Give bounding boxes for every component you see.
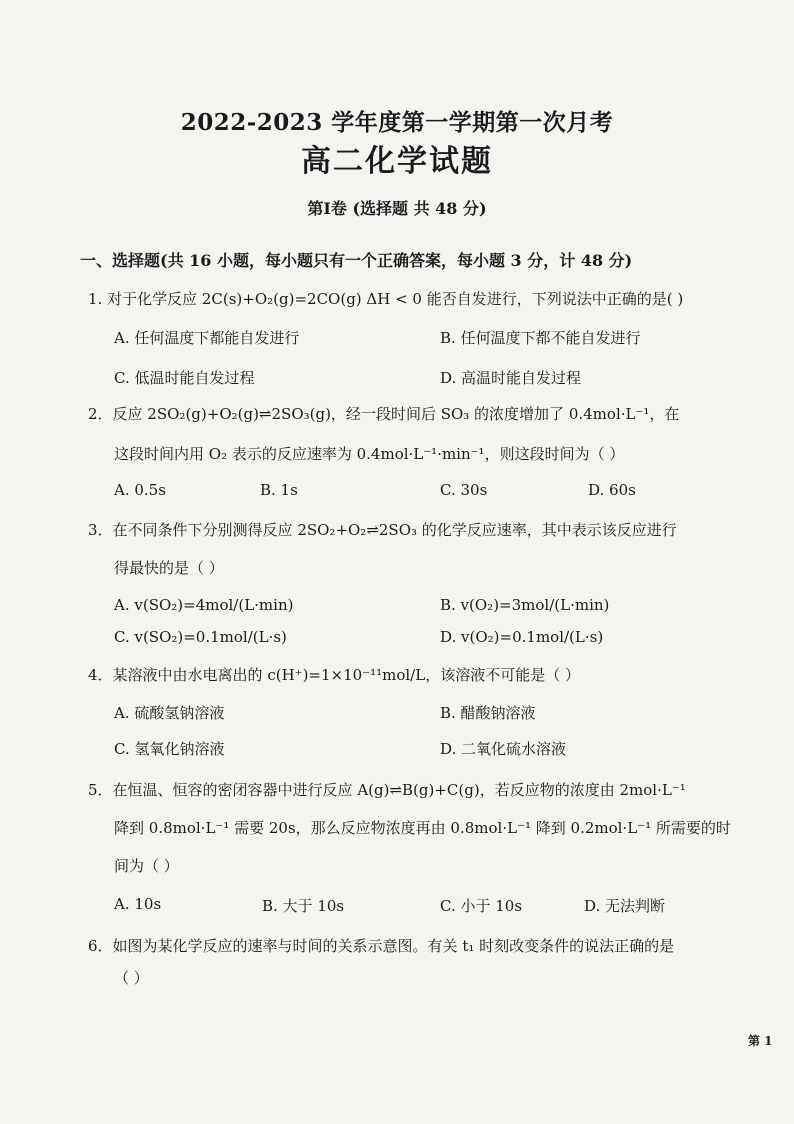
question-5-option-d: D. 无法判断 <box>584 897 666 915</box>
exam-title: 2022-2023 学年度第一学期第一次月考 <box>180 109 614 136</box>
question-1-option-d: D. 高温时能自发过程 <box>440 369 582 387</box>
question-2-stem-line1: 2．反应 2SO₂(g)+O₂(g)⇌2SO₃(g)，经一段时间后 SO₃ 的浓度增加了 0.4mol·L⁻¹，在 <box>88 405 680 423</box>
question-3-option-b: B. v(O₂)=3mol/(L·min) <box>440 596 610 614</box>
question-5-stem-line3: 间为（ ） <box>114 857 179 875</box>
question-5-option-c: C. 小于 10s <box>440 897 523 915</box>
exam-subtitle: 高二化学试题 <box>301 144 493 179</box>
question-5-option-b: B. 大于 10s <box>262 897 345 915</box>
question-2-option-c: C. 30s <box>440 481 488 499</box>
question-1-option-c: C. 低温时能自发过程 <box>114 369 255 387</box>
section-heading: 一、选择题(共 16 小题，每小题只有一个正确答案，每小题 3 分，计 48 分) <box>80 251 633 270</box>
question-1-option-a: A. 任何温度下都能自发进行 <box>114 329 300 347</box>
question-2-stem-line2: 这段时间内用 O₂ 表示的反应速率为 0.4mol·L⁻¹·min⁻¹，则这段时间为（ ） <box>114 445 625 463</box>
question-4-option-b: B. 醋酸钠溶液 <box>440 704 536 722</box>
question-4-stem: 4．某溶液中由水电离出的 c(H⁺)=1×10⁻¹¹mol/L，该溶液不可能是（ ） <box>88 666 580 684</box>
volume-label: 第Ⅰ卷 (选择题 共 48 分) <box>307 199 487 218</box>
question-1-option-b: B. 任何温度下都不能自发进行 <box>440 329 641 347</box>
question-4-option-a: A. 硫酸氢钠溶液 <box>114 704 225 722</box>
question-2-option-a: A. 0.5s <box>114 481 166 499</box>
question-3-option-d: D. v(O₂)=0.1mol/(L·s) <box>440 628 604 646</box>
question-2-option-b: B. 1s <box>260 481 298 499</box>
question-2-option-d: D. 60s <box>588 481 636 499</box>
question-4-option-c: C. 氢氧化钠溶液 <box>114 740 225 758</box>
question-3-option-c: C. v(SO₂)=0.1mol/(L·s) <box>114 628 287 646</box>
page-number: 第 1 <box>748 1034 773 1048</box>
question-6-stem-line1: 6．如图为某化学反应的速率与时间的关系示意图。有关 t₁ 时刻改变条件的说法正确的是 <box>88 937 675 955</box>
question-5-stem-line2: 降到 0.8mol·L⁻¹ 需要 20s，那么反应物浓度再由 0.8mol·L⁻¹ 降到 0.2mol·L⁻¹ 所需要的时 <box>114 819 731 837</box>
question-1-stem: 1. 对于化学反应 2C(s)+O₂(g)=2CO(g) ΔH < 0 能否自发进行，下列说法中正确的是( ) <box>88 290 684 308</box>
question-5-stem-line1: 5．在恒温、恒容的密闭容器中进行反应 A(g)⇌B(g)+C(g)，若反应物的浓度由 2mol·L⁻¹ <box>88 781 686 799</box>
question-3-stem-line2: 得最快的是（ ） <box>114 559 224 577</box>
question-3-option-a: A. v(SO₂)=4mol/(L·min) <box>114 596 294 614</box>
question-3-stem-line1: 3．在不同条件下分别测得反应 2SO₂+O₂⇌2SO₃ 的化学反应速率，其中表示该反应进行 <box>88 521 677 539</box>
question-4-option-d: D. 二氧化硫水溶液 <box>440 740 567 758</box>
question-5-option-a: A. 10s <box>114 895 162 913</box>
question-6-stem-line2: （ ） <box>114 969 149 987</box>
